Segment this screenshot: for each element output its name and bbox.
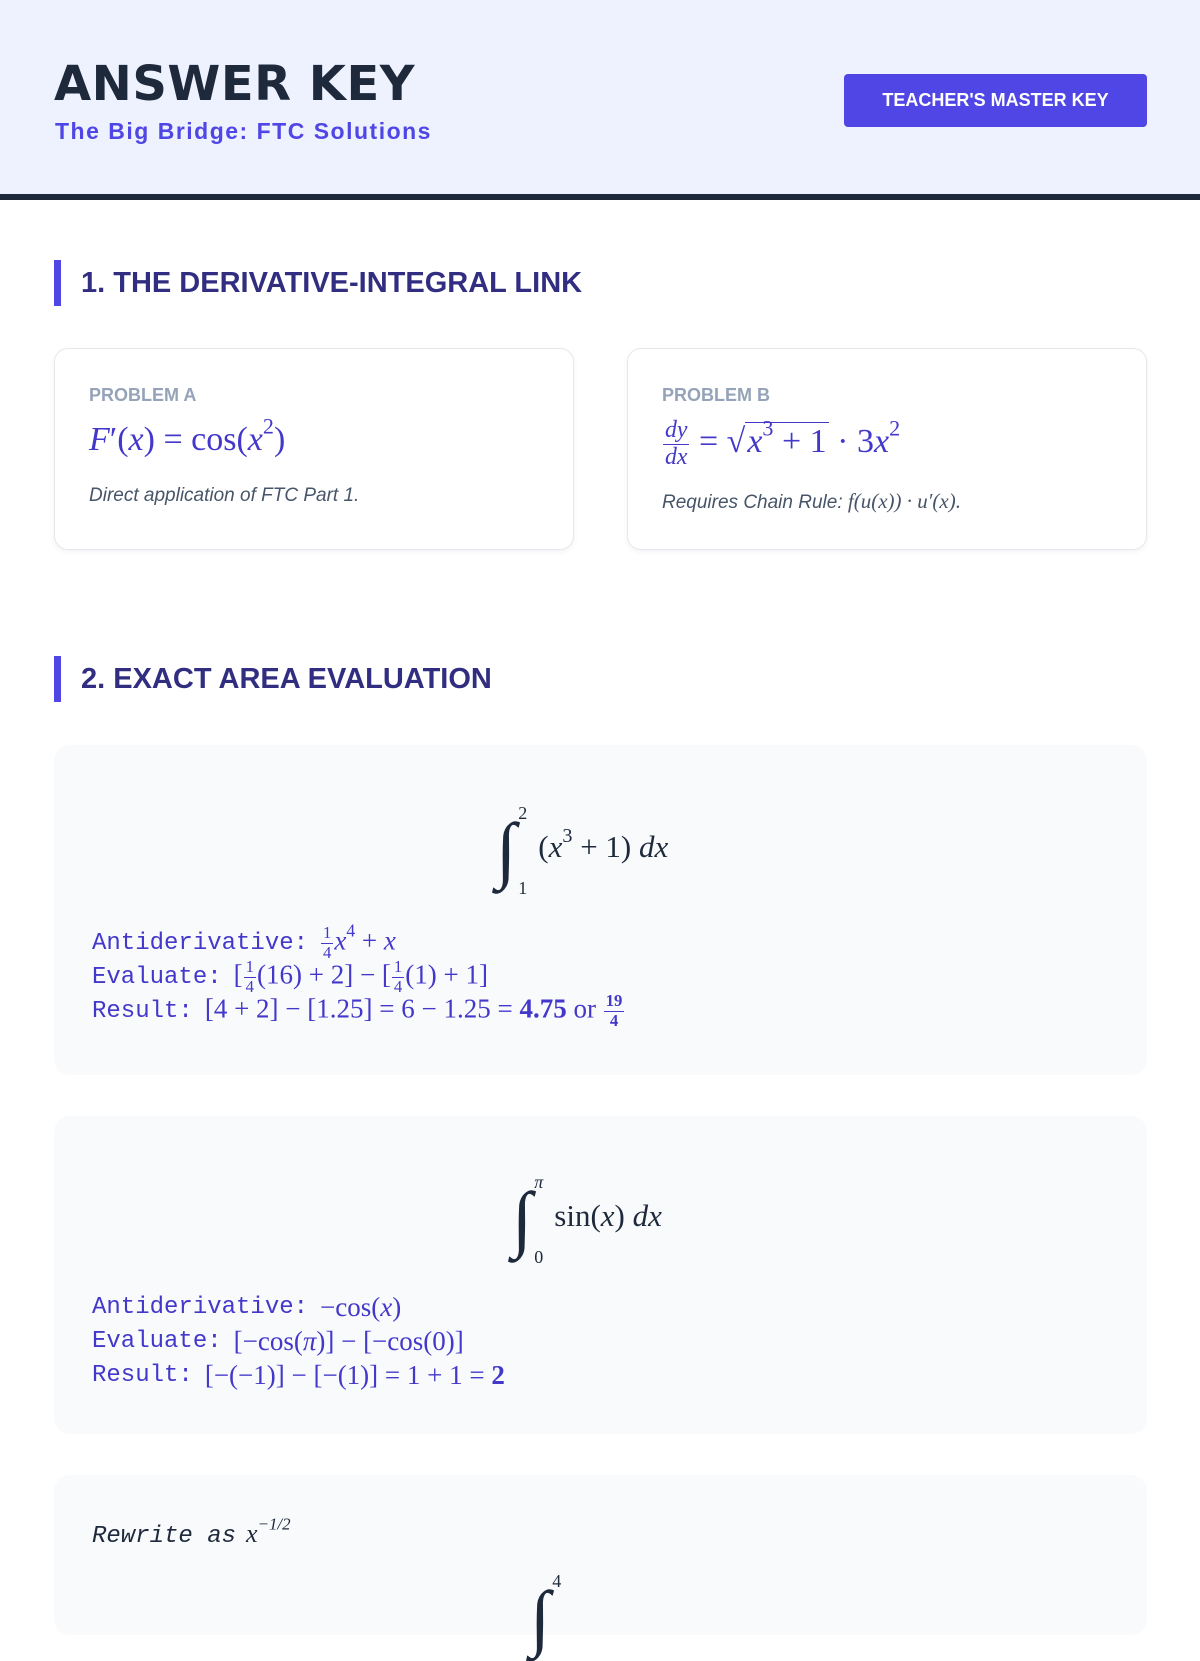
step-antiderivative — [92, 1290, 505, 1324]
step-result — [92, 1358, 505, 1392]
result-value: [−(−1)] − [−(1)] = 1 + 1 = 2 — [204, 1359, 505, 1390]
problem-b-equation: $\frac{dy}{dx}$ = $√x^3 + 1 \cdot 3x^2$ — [665, 415, 901, 470]
section-1-title: 1. THE DERIVATIVE-INTEGRAL LINK — [54, 260, 582, 306]
evaluate-value: [ $\frac{1}{4}$ (16) + 2] − [ $\frac{1}{4}$ (1) + 1] — [233, 956, 488, 996]
area-problem-3 — [54, 1475, 1147, 1659]
problem-a-equation: $F'(x) = \cos(x^2)$ — [89, 413, 286, 458]
problem-b-label: PROBLEM B — [662, 385, 770, 405]
page-title: ANSWER KEY — [54, 56, 416, 112]
result-value: [4 + 2] − [1.25] = 6 − 1.25 = 4.75 or $\frac{19}{4}$ — [204, 990, 623, 1030]
result-label: Result: — [92, 997, 193, 1025]
steps-2 — [92, 1290, 505, 1392]
page-subtitle: The Big Bridge: FTC Solutions — [55, 118, 432, 144]
antiderivative-label: Antiderivative: — [92, 1293, 309, 1321]
area-problem-2 — [54, 1116, 1147, 1434]
section-2-title: 2. EXACT AREA EVALUATION — [54, 656, 492, 702]
step-result — [92, 990, 625, 1030]
evaluate-label: Evaluate: — [92, 963, 222, 991]
antiderivative-value: −cos(x) — [320, 1291, 402, 1322]
integral-3: ∫ 4 — [530, 1571, 562, 1659]
problem-a-label: PROBLEM A — [89, 385, 197, 405]
area-problem-1 — [54, 745, 1147, 1075]
integral-1: ∫ 2 1 $(x^3 + 1)$ dx — [496, 803, 669, 898]
problem-b-card — [627, 348, 1147, 550]
problem-b-note-text: Requires Chain Rule: — [662, 492, 848, 513]
antiderivative-label: Antiderivative: — [92, 929, 309, 957]
evaluate-label: Evaluate: — [92, 1327, 222, 1355]
step-evaluate — [92, 956, 625, 996]
page-header — [0, 0, 1200, 200]
master-key-badge: TEACHER'S MASTER KEY — [844, 74, 1147, 127]
result-label: Result: — [92, 1361, 193, 1389]
rewrite-math: $x^{-1/2}$ — [246, 1514, 291, 1548]
rewrite-label: Rewrite as — [92, 1523, 237, 1550]
problem-a-card — [54, 348, 574, 550]
rewrite-hint — [92, 1514, 291, 1550]
problem-a-note: Direct application of FTC Part 1. — [89, 485, 360, 506]
steps-1 — [92, 920, 625, 1030]
antiderivative-value: $\frac{1}{4}$ $x^4 + x$ — [323, 920, 396, 962]
problem-b-note: Requires Chain Rule: f(u(x)) · u′(x). — [662, 489, 961, 513]
step-antiderivative — [92, 920, 625, 962]
step-evaluate — [92, 1324, 505, 1358]
integral-3-upper-limit: 4 — [552, 1571, 562, 1591]
evaluate-value: [−cos(π)] − [−cos(0)] — [233, 1325, 464, 1356]
integral-2: ∫ π 0 sin(x) dx — [512, 1172, 662, 1267]
